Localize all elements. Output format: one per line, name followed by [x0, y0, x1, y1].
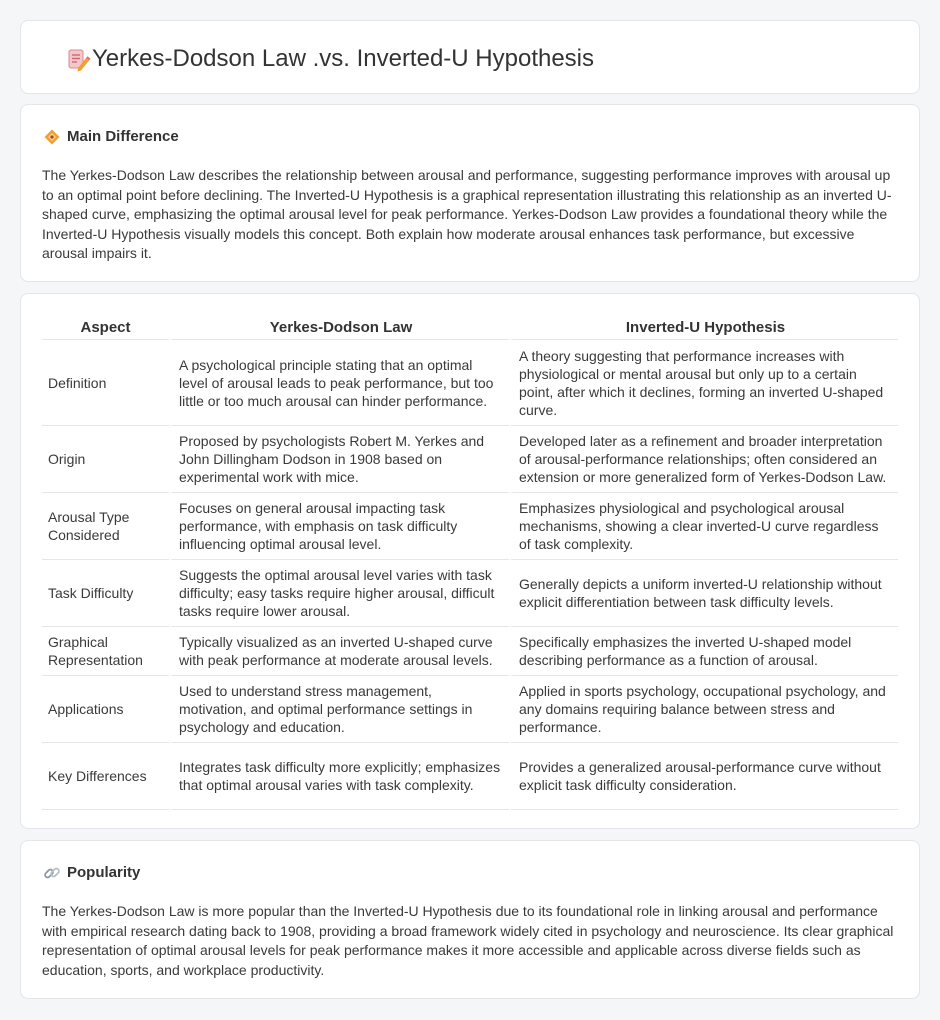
- column-header-aspect: Aspect: [42, 312, 169, 340]
- aspect-cell: Arousal Type Considered: [42, 493, 169, 560]
- yerkes-dodson-cell: Integrates task difficulty more explicitly; emphasizes that optimal arousal varies with task complexity.: [169, 743, 509, 810]
- yerkes-dodson-cell: Focuses on general arousal impacting task performance, with emphasis on task difficulty influencing optimal arousal level.: [169, 493, 509, 560]
- inverted-u-cell: Specifically emphasizes the inverted U-shaped model describing performance as a function of arousal.: [509, 627, 898, 676]
- inverted-u-cell: A theory suggesting that performance increases with physiological or mental arousal but only up to a certain point, after which it declines, forming an inverted U-shaped curve.: [509, 340, 898, 426]
- aspect-cell: Applications: [42, 676, 169, 743]
- inverted-u-cell: Developed later as a refinement and broader interpretation of arousal-performance relationships; often considered an extension or more generalized form of Yerkes-Dodson Law.: [509, 426, 898, 493]
- yerkes-dodson-cell: Proposed by psychologists Robert M. Yerkes and John Dillingham Dodson in 1908 based on experimental work with mice.: [169, 426, 509, 493]
- diamond-icon: [43, 128, 61, 146]
- table-row: [42, 627, 898, 676]
- main-difference-text: The Yerkes-Dodson Law describes the relationship between arousal and performance, suggesting performance improves with arousal up to an optimal point before declining. The Inverted-U Hypothesis is a graphical representation illustrating this relationship as an inverted U-shaped curve, emphasizing the optimal arousal level for peak performance. Yerkes-Dodson Law provides a foundational theory while the Inverted-U Hypothesis visually models this concept. Both explain how moderate arousal enhances task performance, but excessive arousal impairs it.: [42, 167, 892, 261]
- title-card: [20, 20, 920, 94]
- inverted-u-cell: Provides a generalized arousal-performance curve without explicit task difficulty consideration.: [509, 743, 898, 810]
- main-difference-header: [43, 127, 179, 147]
- aspect-cell: Key Differences: [42, 743, 169, 810]
- column-header-inverted-u: Inverted-U Hypothesis: [509, 312, 898, 340]
- popularity-section: [20, 840, 920, 999]
- aspect-cell: Definition: [42, 340, 169, 426]
- popularity-text: The Yerkes-Dodson Law is more popular than the Inverted-U Hypothesis due to its foundational role in linking arousal and performance with empirical research dating back to 1908, providing a broad framework widely cited in psychology and neuroscience. Its clear graphical representation of optimal arousal levels for peak performance makes it more accessible and applicable across diverse fields such as education, sports, and workplace productivity.: [42, 903, 894, 978]
- link-icon: [43, 864, 61, 882]
- main-difference-heading: Main Difference: [67, 128, 179, 145]
- yerkes-dodson-cell: A psychological principle stating that an optimal level of arousal leads to peak performance, but too little or too much arousal can hinder performance.: [169, 340, 509, 426]
- table-row: [42, 560, 898, 627]
- inverted-u-cell: Applied in sports psychology, occupational psychology, and any domains requiring balance between stress and performance.: [509, 676, 898, 743]
- yerkes-dodson-cell: Used to understand stress management, motivation, and optimal performance settings in psychology and education.: [169, 676, 509, 743]
- table-header-row: [42, 312, 898, 340]
- inverted-u-cell: Emphasizes physiological and psychological arousal mechanisms, showing a clear inverted-U curve regardless of task complexity.: [509, 493, 898, 560]
- table-row: [42, 493, 898, 560]
- column-header-yerkes-dodson: Yerkes-Dodson Law: [169, 312, 509, 340]
- comparison-table: [42, 312, 898, 810]
- table-row: [42, 426, 898, 493]
- table-row: [42, 743, 898, 810]
- popularity-header: [43, 863, 140, 883]
- table-row: [42, 676, 898, 743]
- table-row: [42, 340, 898, 426]
- yerkes-dodson-cell: Typically visualized as an inverted U-shaped curve with peak performance at moderate arousal levels.: [169, 627, 509, 676]
- aspect-cell: Task Difficulty: [42, 560, 169, 627]
- page-title: Yerkes-Dodson Law .vs. Inverted-U Hypothesis: [92, 45, 595, 72]
- aspect-cell: Graphical Representation: [42, 627, 169, 676]
- document-edit-icon: [65, 47, 91, 73]
- yerkes-dodson-cell: Suggests the optimal arousal level varies with task difficulty; easy tasks require higher arousal, difficult tasks require lower arousal.: [169, 560, 509, 627]
- main-difference-section: [20, 104, 920, 282]
- popularity-heading: Popularity: [67, 864, 141, 881]
- inverted-u-cell: Generally depicts a uniform inverted-U relationship without explicit differentiation between task difficulty levels.: [509, 560, 898, 627]
- aspect-cell: Origin: [42, 426, 169, 493]
- comparison-section: [20, 293, 920, 829]
